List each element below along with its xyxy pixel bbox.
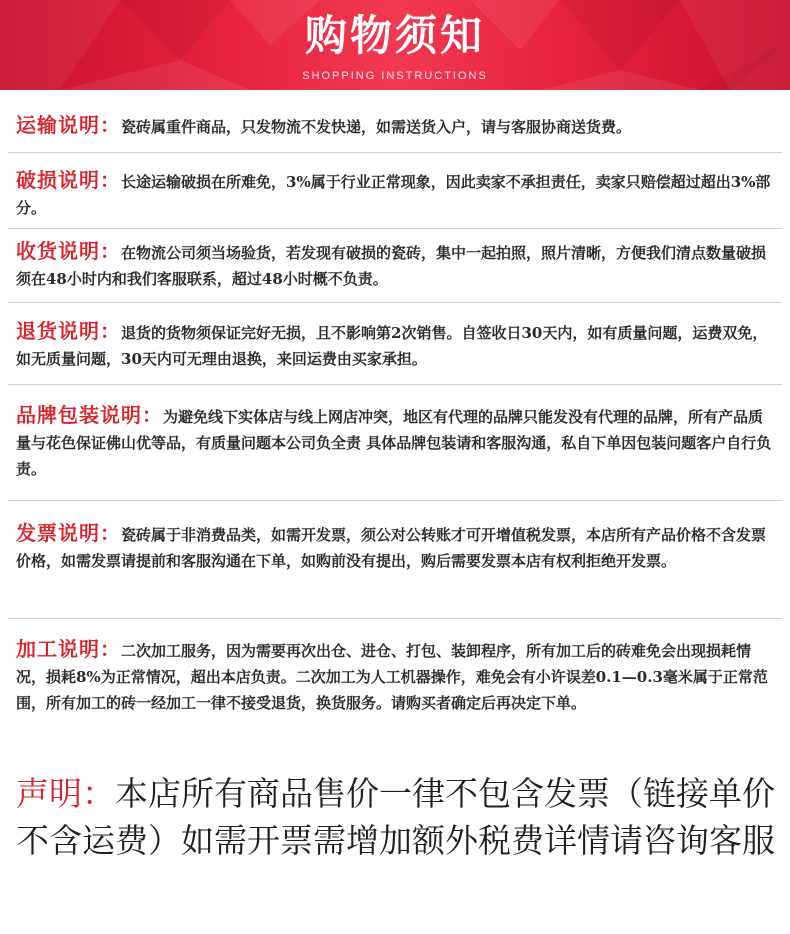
section-label: 发票说明： (16, 521, 121, 545)
page-title: 购物须知 (304, 11, 485, 60)
divider (8, 384, 782, 385)
section-paragraph (16, 318, 776, 372)
statement (16, 770, 782, 864)
header-banner (0, 0, 790, 90)
section-label: 收货说明： (16, 239, 121, 263)
section-damage (16, 167, 776, 221)
section-processing (16, 636, 776, 716)
section-text: 瓷砖属重件商品，只发物流不发快递，如需送货入户，请与客服协商送货费。 (121, 118, 632, 136)
section-text: 二次加工服务，因为需要再次出仓、进仓、打包、装卸程序，所有加工后的砖难免会出现损耗情况，损耗8%为正常情况，超出本店负责。二次加工为人工机器操作，难免会有小许误差0.1—0.3毫米属于正常范围，所有加工的砖一经加工一律不接受退货，换货服务。请购买者确定后再决定下单。 (16, 642, 768, 712)
divider (8, 302, 782, 303)
divider (8, 152, 782, 153)
section-returns (16, 318, 776, 372)
section-text: 为避免线下实体店与线上网店冲突，地区有代理的品牌只能发没有代理的品牌，所有产品质量与花色保证佛山优等品，有质量问题本公司负全责 具体品牌包装请和客服沟通，私自下单因包装问题客户自行负责。 (16, 408, 772, 478)
section-paragraph (16, 112, 776, 140)
section-invoice (16, 520, 776, 574)
section-label: 破损说明： (16, 168, 121, 192)
section-shipping (16, 112, 776, 140)
section-label: 加工说明： (16, 637, 121, 661)
divider (8, 618, 782, 619)
section-text: 在物流公司须当场验货，若发现有破损的瓷砖，集中一起拍照，照片清晰，方便我们清点数量破损须在48小时内和我们客服联系，超过48小时概不负责。 (16, 244, 767, 288)
section-paragraph (16, 167, 776, 221)
section-brand-packaging (16, 402, 776, 482)
section-text: 退货的货物须保证完好无损，且不影响第2次销售。自签收日30天内，如有质量问题，运费双免，如无质量问题，30天内可无理由退换，来回运费由买家承担。 (16, 324, 768, 368)
section-text: 瓷砖属于非消费品类，如需开发票，须公对公转账才可开增值税发票，本店所有产品价格不含发票价格，如需发票请提前和客服沟通在下单，如购前没有提出，购后需要发票本店有权利拒绝开发票。 (16, 526, 767, 570)
statement-text: 本店所有商品售价一律不包含发票（链接单价不含运费）如需开票需增加额外税费详情请咨询客服 (16, 774, 775, 860)
divider (8, 500, 782, 501)
section-text: 长途运输破损在所难免，3%属于行业正常现象，因此卖家不承担责任，卖家只赔偿超过超出3%部分。 (16, 173, 771, 217)
divider (8, 228, 782, 229)
section-label: 运输说明： (16, 113, 121, 137)
section-paragraph (16, 636, 776, 716)
section-paragraph (16, 520, 776, 574)
section-receiving (16, 238, 776, 292)
page-subtitle: SHOPPING INSTRUCTIONS (302, 70, 488, 82)
section-paragraph (16, 402, 776, 482)
statement-label: 声明： (16, 774, 115, 813)
section-label: 品牌包装说明： (16, 403, 163, 427)
section-paragraph (16, 238, 776, 292)
section-label: 退货说明： (16, 319, 121, 343)
